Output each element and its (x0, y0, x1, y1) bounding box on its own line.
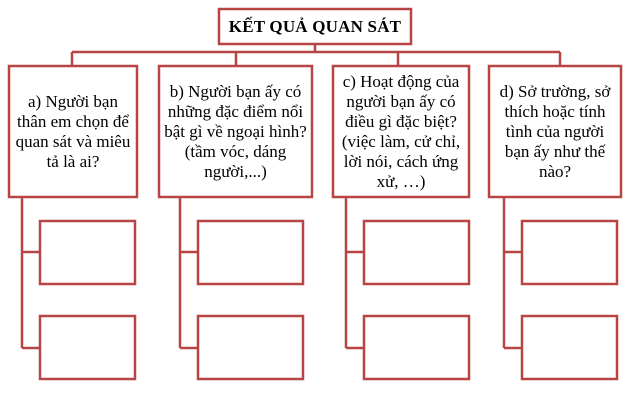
diagram-title: KẾT QUẢ QUAN SÁT (228, 16, 402, 36)
question-a: a) Người bạn thân em chọn để quan sát và miêu tả là ai? (15, 91, 131, 171)
answer-box-d-2[interactable] (522, 316, 617, 379)
answer-box-c-2[interactable] (364, 316, 469, 379)
answer-box-c-1[interactable] (364, 221, 469, 284)
answer-box-d-1[interactable] (522, 221, 617, 284)
question-c: c) Hoạt động của người bạn ấy có điều gì đặc biệt? (việc làm, cử chỉ, lời nói, cách ứng xử, …) (341, 71, 461, 191)
question-d: d) Sở trường, sở thích hoặc tính tình của người bạn ấy như thế nào? (499, 81, 611, 181)
answer-box-b-2[interactable] (198, 316, 303, 379)
answer-box-a-1[interactable] (40, 221, 135, 284)
answer-box-b-1[interactable] (198, 221, 303, 284)
answer-box-a-2[interactable] (40, 316, 135, 379)
question-b: b) Người bạn ấy có những đặc điểm nổi bật gì về ngoại hình? (tầm vóc, dáng người,...) (164, 81, 307, 181)
